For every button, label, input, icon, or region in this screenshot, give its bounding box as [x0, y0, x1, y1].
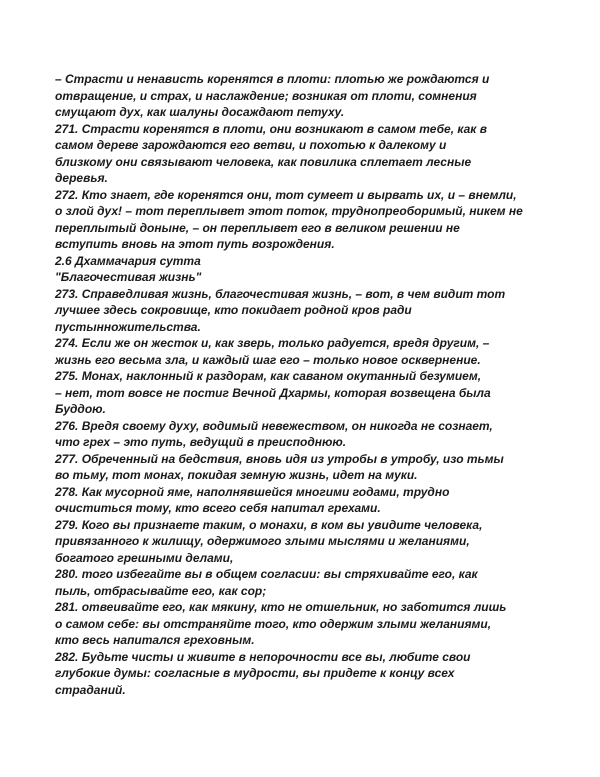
- text-line: пыль, отбрасывайте его, как сор;: [55, 583, 267, 598]
- text-line: 276. Вредя своему духу, водимый невежеством, он никогда не сознает,: [55, 418, 493, 433]
- text-line: близкому они связывают человека, как повилика сплетает лесные: [55, 154, 472, 169]
- text-line: 274. Если же он жесток и, как зверь, только радуется, вредя другим, –: [55, 336, 490, 350]
- text-line: о злой дух! – тот переплывет этот поток, труднопреоборимый, никем не: [55, 204, 523, 218]
- text-line: жизнь его весьма зла, и каждый шаг его – только новое осквернение.: [55, 352, 481, 367]
- text-line: что грех – это путь, ведущий в преисподнюю.: [55, 435, 347, 449]
- text-line: – нет, тот вовсе не постиг Вечной Дхармы, которая возвещена была: [55, 385, 491, 400]
- document-body: [55, 71, 551, 698]
- text-line: 282. Будьте чисты и живите в непорочности все вы, любите свои: [55, 649, 471, 664]
- text-line: 271. Страсти коренятся в плоти, они возникают в самом тебе, как в: [55, 121, 487, 136]
- text-line: смущают дух, как шалуны досаждают петуху.: [55, 105, 345, 119]
- text-line: 277. Обреченный на бедствия, вновь идя из утробы в утробу, изо тьмы: [55, 451, 504, 466]
- text-line: переплытый доныне, – он переплывет его в великом решении не: [55, 220, 460, 235]
- text-line: – Страсти и ненависть коренятся в плоти: плотью же рождаются и: [55, 72, 490, 86]
- text-line: 275. Монах, наклонный к раздорам, как саваном окутанный безумием,: [55, 369, 482, 383]
- text-line: Буддою.: [55, 402, 106, 416]
- text-line: страданий.: [55, 682, 126, 697]
- text-line: 278. Как мусорной яме, наполнявшейся многими годами, трудно: [55, 484, 450, 499]
- text-line: 281. отвеивайте его, как мякину, кто не отшельник, но заботится лишь: [55, 600, 507, 614]
- text-line: о самом себе: вы отстраняйте того, кто одержим злыми желаниями,: [55, 616, 492, 631]
- text-line: привязанного к жилищу, одержимого злыми мыслями и желаниями,: [55, 534, 470, 548]
- text-line: 279. Кого вы признаете таким, о монахи, в ком вы увидите человека,: [55, 517, 483, 532]
- text-line: глубокие думы: согласные в мудрости, вы придете к концу всех: [55, 666, 455, 680]
- text-line: самом дереве зарождаются его ветви, и похотью к далекому и: [55, 138, 447, 152]
- text-line: пустынножительства.: [55, 319, 201, 334]
- text-line: отвращение, и страх, и наслаждение; возникая от плоти, сомнения: [55, 88, 477, 103]
- text-line: во тьму, тот монах, покидая земную жизнь, идет на муки.: [55, 468, 418, 482]
- text-line: кто весь напитался греховным.: [55, 633, 255, 647]
- text-line: лучшее здесь сокровище, кто покидает родной кров ради: [55, 303, 412, 317]
- text-line: 272. Кто знает, где коренятся они, тот сумеет и вырвать их, и – внемли,: [55, 187, 517, 202]
- text-line: богатого грешными делами,: [55, 550, 234, 565]
- text-line: очиститься тому, кто всего себя напитал грехами.: [55, 501, 381, 515]
- section-subtitle: "Благочестивая жизнь": [55, 270, 202, 284]
- text-line: 273. Справедливая жизнь, благочестивая жизнь, – вот, в чем видит тот: [55, 286, 506, 301]
- section-heading: 2.6 Дхаммачария сутта: [55, 253, 201, 268]
- text-line: деревья.: [55, 171, 108, 185]
- text-line: вступить вновь на этот путь возрождения.: [55, 237, 335, 251]
- text-line: 280. того избегайте вы в общем согласии: вы стряхивайте его, как: [55, 567, 478, 581]
